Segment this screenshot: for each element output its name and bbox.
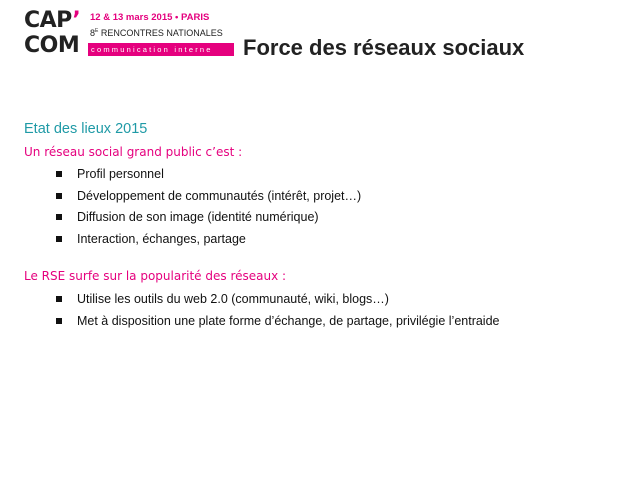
list-item-text: Profil personnel xyxy=(77,167,164,181)
list-item-text: Interaction, échanges, partage xyxy=(77,231,246,246)
group-title-rse: Le RSE surfe sur la popularité des réseaux : xyxy=(24,269,287,283)
group-title-reseau-social: Un réseau social grand public c’est : xyxy=(24,145,243,159)
event-edition-suffix: E xyxy=(95,28,99,34)
capcom-logo xyxy=(24,9,84,61)
square-bullet-icon xyxy=(56,318,62,324)
logo-apostrophe: ’ xyxy=(72,8,81,33)
section-heading: Etat des lieux 2015 xyxy=(24,121,148,137)
square-bullet-icon xyxy=(56,296,62,302)
event-subtitle-text: RENCONTRES NATIONALES xyxy=(98,28,223,38)
list-item-text: Utilise les outils du web 2.0 (communauté, wiki, blogs…) xyxy=(77,292,389,306)
banner-text: communication interne xyxy=(91,45,213,54)
event-date: 12 & 13 mars 2015 • PARIS xyxy=(90,12,210,23)
logo-cap-text: CAP xyxy=(24,8,73,33)
square-bullet-icon xyxy=(56,171,62,177)
list-item-text: Met à disposition une plate forme d’échange, de partage, privilégie l’entraide xyxy=(77,313,500,328)
logo-line-cap xyxy=(24,10,80,32)
square-bullet-icon xyxy=(56,193,62,199)
communication-interne-banner xyxy=(88,43,234,56)
square-bullet-icon xyxy=(56,236,62,242)
list-item-text: Développement de communautés (intérêt, projet…) xyxy=(77,188,362,203)
slide-title: Force des réseaux sociaux xyxy=(243,35,525,60)
logo-line-com: COM xyxy=(24,33,80,58)
event-edition-number: 8 xyxy=(90,28,96,38)
square-bullet-icon xyxy=(56,214,62,220)
list-item-text: Diffusion de son image (identité numérique) xyxy=(77,210,319,224)
event-subtitle xyxy=(90,28,223,38)
